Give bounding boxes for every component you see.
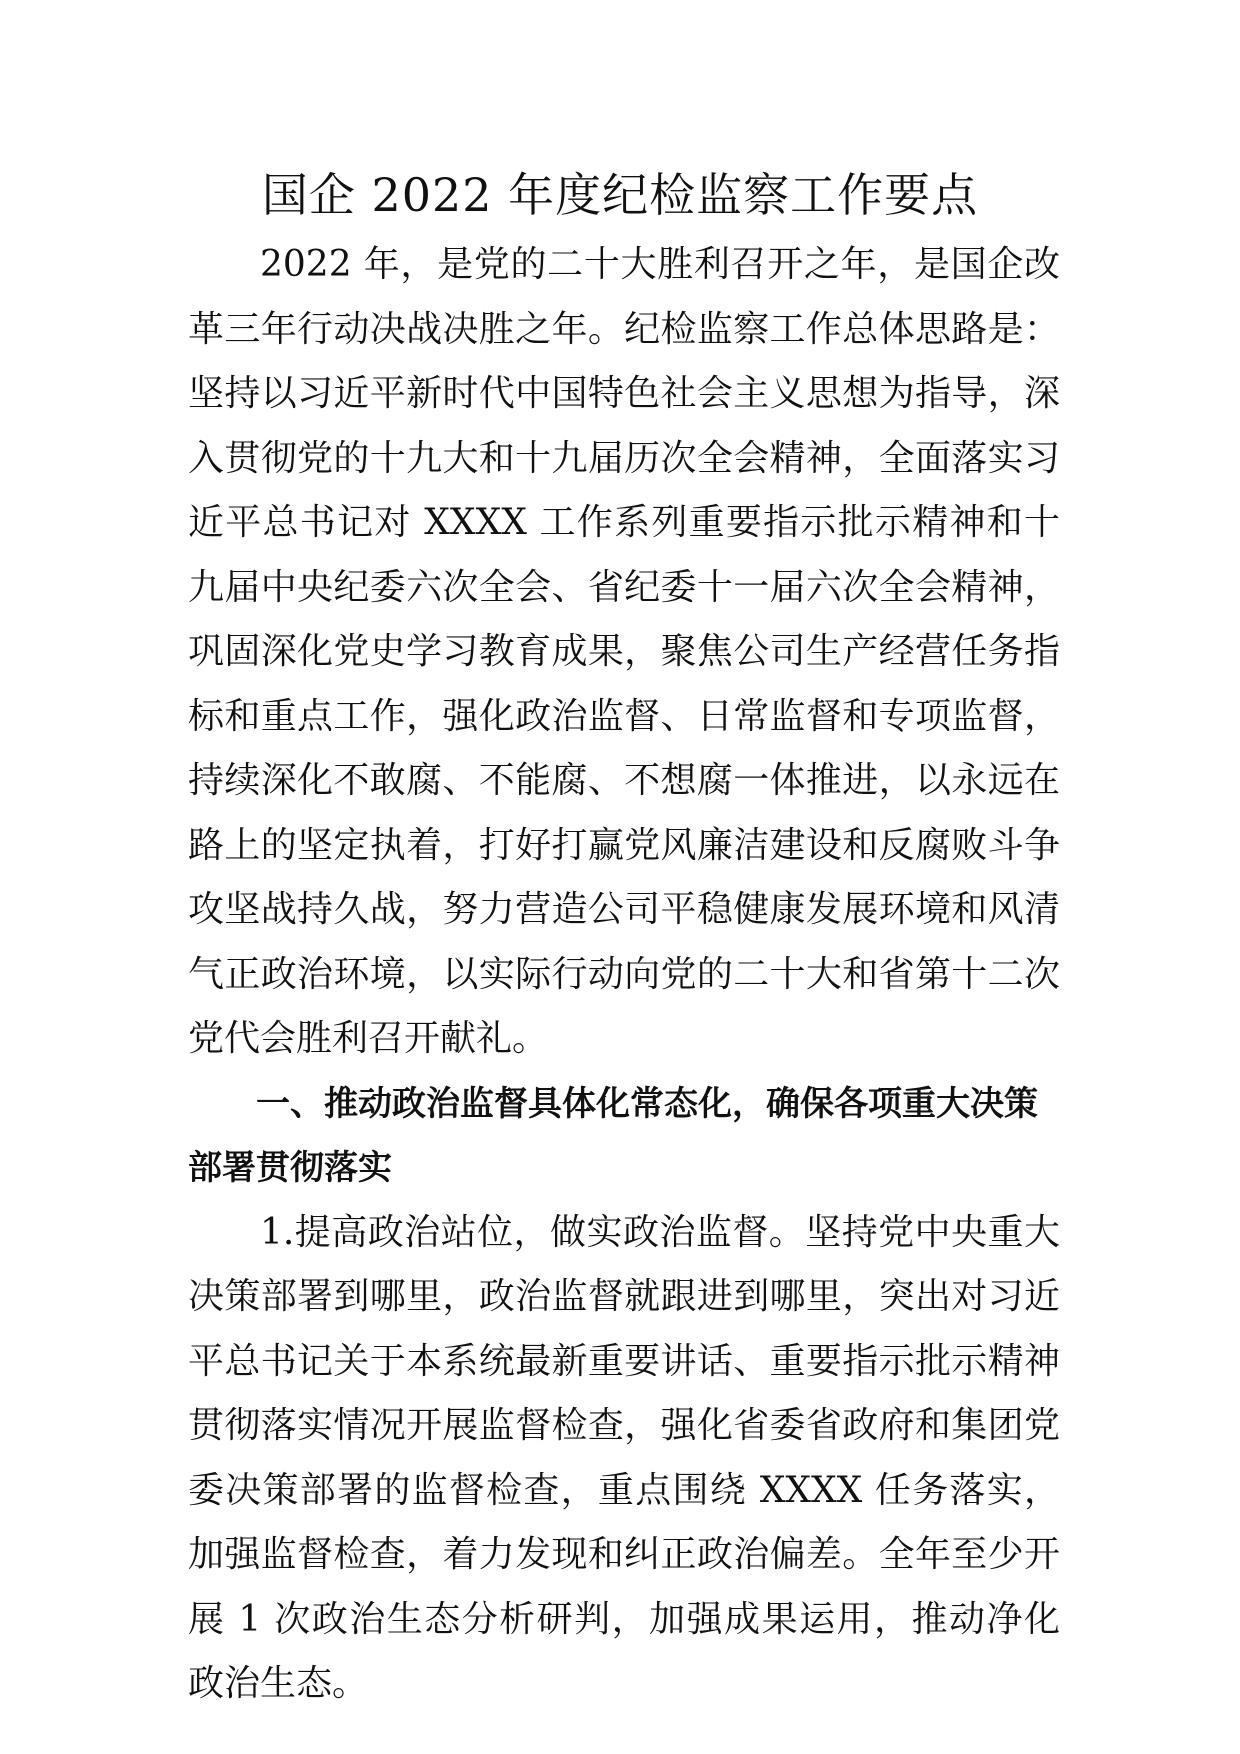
document-title: 国企 2022 年度纪检监察工作要点	[261, 168, 979, 222]
document-body	[188, 233, 1060, 1717]
intro-paragraph: 2022 年，是党的二十大胜利召开之年，是国企改革三年行动决战决胜之年。纪检监察工作总体思路是：坚持以习近平新时代中国特色社会主义思想为指导，深入贯彻党的十九大和十九届历次全会精神，全面落实习近平总书记对 XXXX 工作系列重要指示批示精神和十九届中央纪委六次全会、省纪委十一届六次全会精神，巩固深化党史学习教育成果，聚焦公司生产经营任务指标和重点工作，强化政治监督、日常监督和专项监督，持续深化不敢腐、不能腐、不想腐一体推进，以永远在路上的坚定执着，打好打赢党风廉洁建设和反腐败斗争攻坚战持久战，努力营造公司平稳健康发展环境和风清气正政治环境，以实际行动向党的二十大和省第十二次党代会胜利召开献礼。	[188, 244, 1060, 1059]
section-heading: 一、推动政治监督具体化常态化，确保各项重大决策部署贯彻落实	[188, 1083, 1038, 1188]
item-paragraph: 1.提高政治站位，做实政治监督。坚持党中央重大决策部署到哪里，政治监督就跟进到哪里，突出对习近平总书记关于本系统最新重要讲话、重要指示批示精神贯彻落实情况开展监督检查，强化省委省政府和集团党委决策部署的监督检查，重点围绕 XXXX 任务落实，加强监督检查，着力发现和纠正政治偏差。全年至少开展 1 次政治生态分析研判，加强成果运用，推动净化政治生态。	[188, 1211, 1060, 1704]
